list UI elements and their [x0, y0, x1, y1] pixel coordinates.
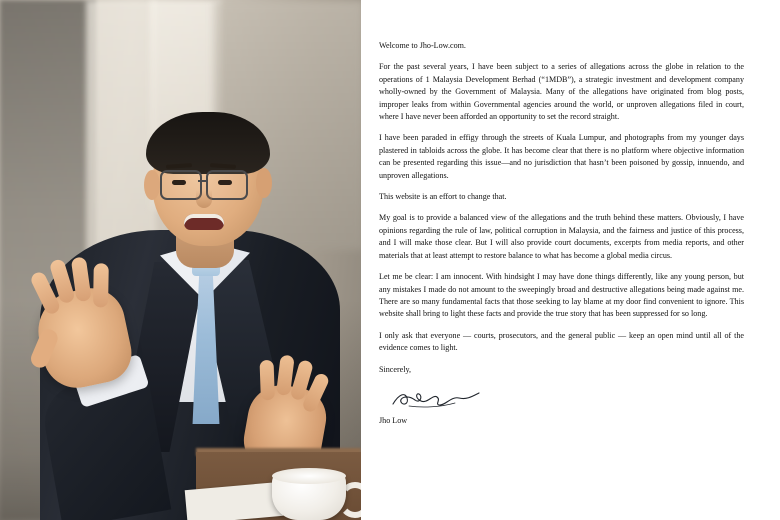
letter-paragraph: This website is an effort to change that.: [379, 192, 507, 202]
letter-paragraph: I only ask that everyone — courts, prosecutors, and the general public — keep an open mind until all of the evidence comes to light.: [379, 330, 744, 353]
signature-name: Jho Low: [379, 416, 408, 426]
mouth: [184, 214, 224, 230]
letter-paragraph: I have been paraded in effigy through the streets of Kuala Lumpur, and photographs from my younger days plastered in tabloids across the globe. It has become clear that there is no platform where objective information can be presented regarding this issue—and no jurisdiction that hasn’t been poisoned by gossip, innuendo, and unproven allegations.: [379, 133, 744, 180]
eyeglass-bridge: [198, 180, 206, 182]
letter-paragraph: For the past several years, I have been subject to a series of allegations across the globe in relation to the operations of 1 Malaysia Development Berhad (“1MDB”), a strategic investment and development company wholly-owned by the Government of Malaysia. Many of the allegations have originated from blog posts, improper leaks from within Governmental agencies around the world, or unproven allegations filed in court, where I have never been afforded an opportunity to set the record straight.: [379, 62, 744, 122]
nose: [196, 190, 212, 208]
cup-rim: [272, 468, 346, 484]
eye-right: [218, 180, 232, 185]
eyeglass-lens-right: [206, 170, 248, 200]
finger: [93, 263, 109, 307]
letter-text: [379, 40, 744, 428]
letter-paragraph: My goal is to provide a balanced view of the allegations and the truth behind these matters. Obviously, I have opinions regarding the rule of law, political corruption in Malaysia, and the fairness and justice of this process, and I will make those clear. But I will also provide court documents, excerpts from media reports, and other materials that at least attempt to restore balance to what has become a global media circus.: [379, 213, 744, 260]
ear-right: [256, 168, 272, 198]
ear-left: [144, 170, 160, 200]
finger: [260, 360, 275, 400]
letter-closing: Sincerely,: [379, 364, 412, 374]
letter-greeting: Welcome to Jho-Low.com.: [379, 41, 466, 50]
hair: [146, 112, 270, 174]
letter-paragraph: Let me be clear: I am innocent. With hindsight I may have done things differently, like any young person, but any mistakes I made do not amount to the sweepingly broad and destructive allegations being made against me. There are so many fundamental facts that those seeking to lay blame at my door find convenient to ignore. This website shall bring to light these facts and provide the true story that has been suppressed for so long.: [379, 272, 744, 319]
open-letter: [361, 0, 780, 520]
signature-icon: [389, 388, 481, 410]
subject-photograph: [0, 0, 361, 520]
signature-block: [379, 385, 744, 428]
eye-left: [172, 180, 186, 185]
